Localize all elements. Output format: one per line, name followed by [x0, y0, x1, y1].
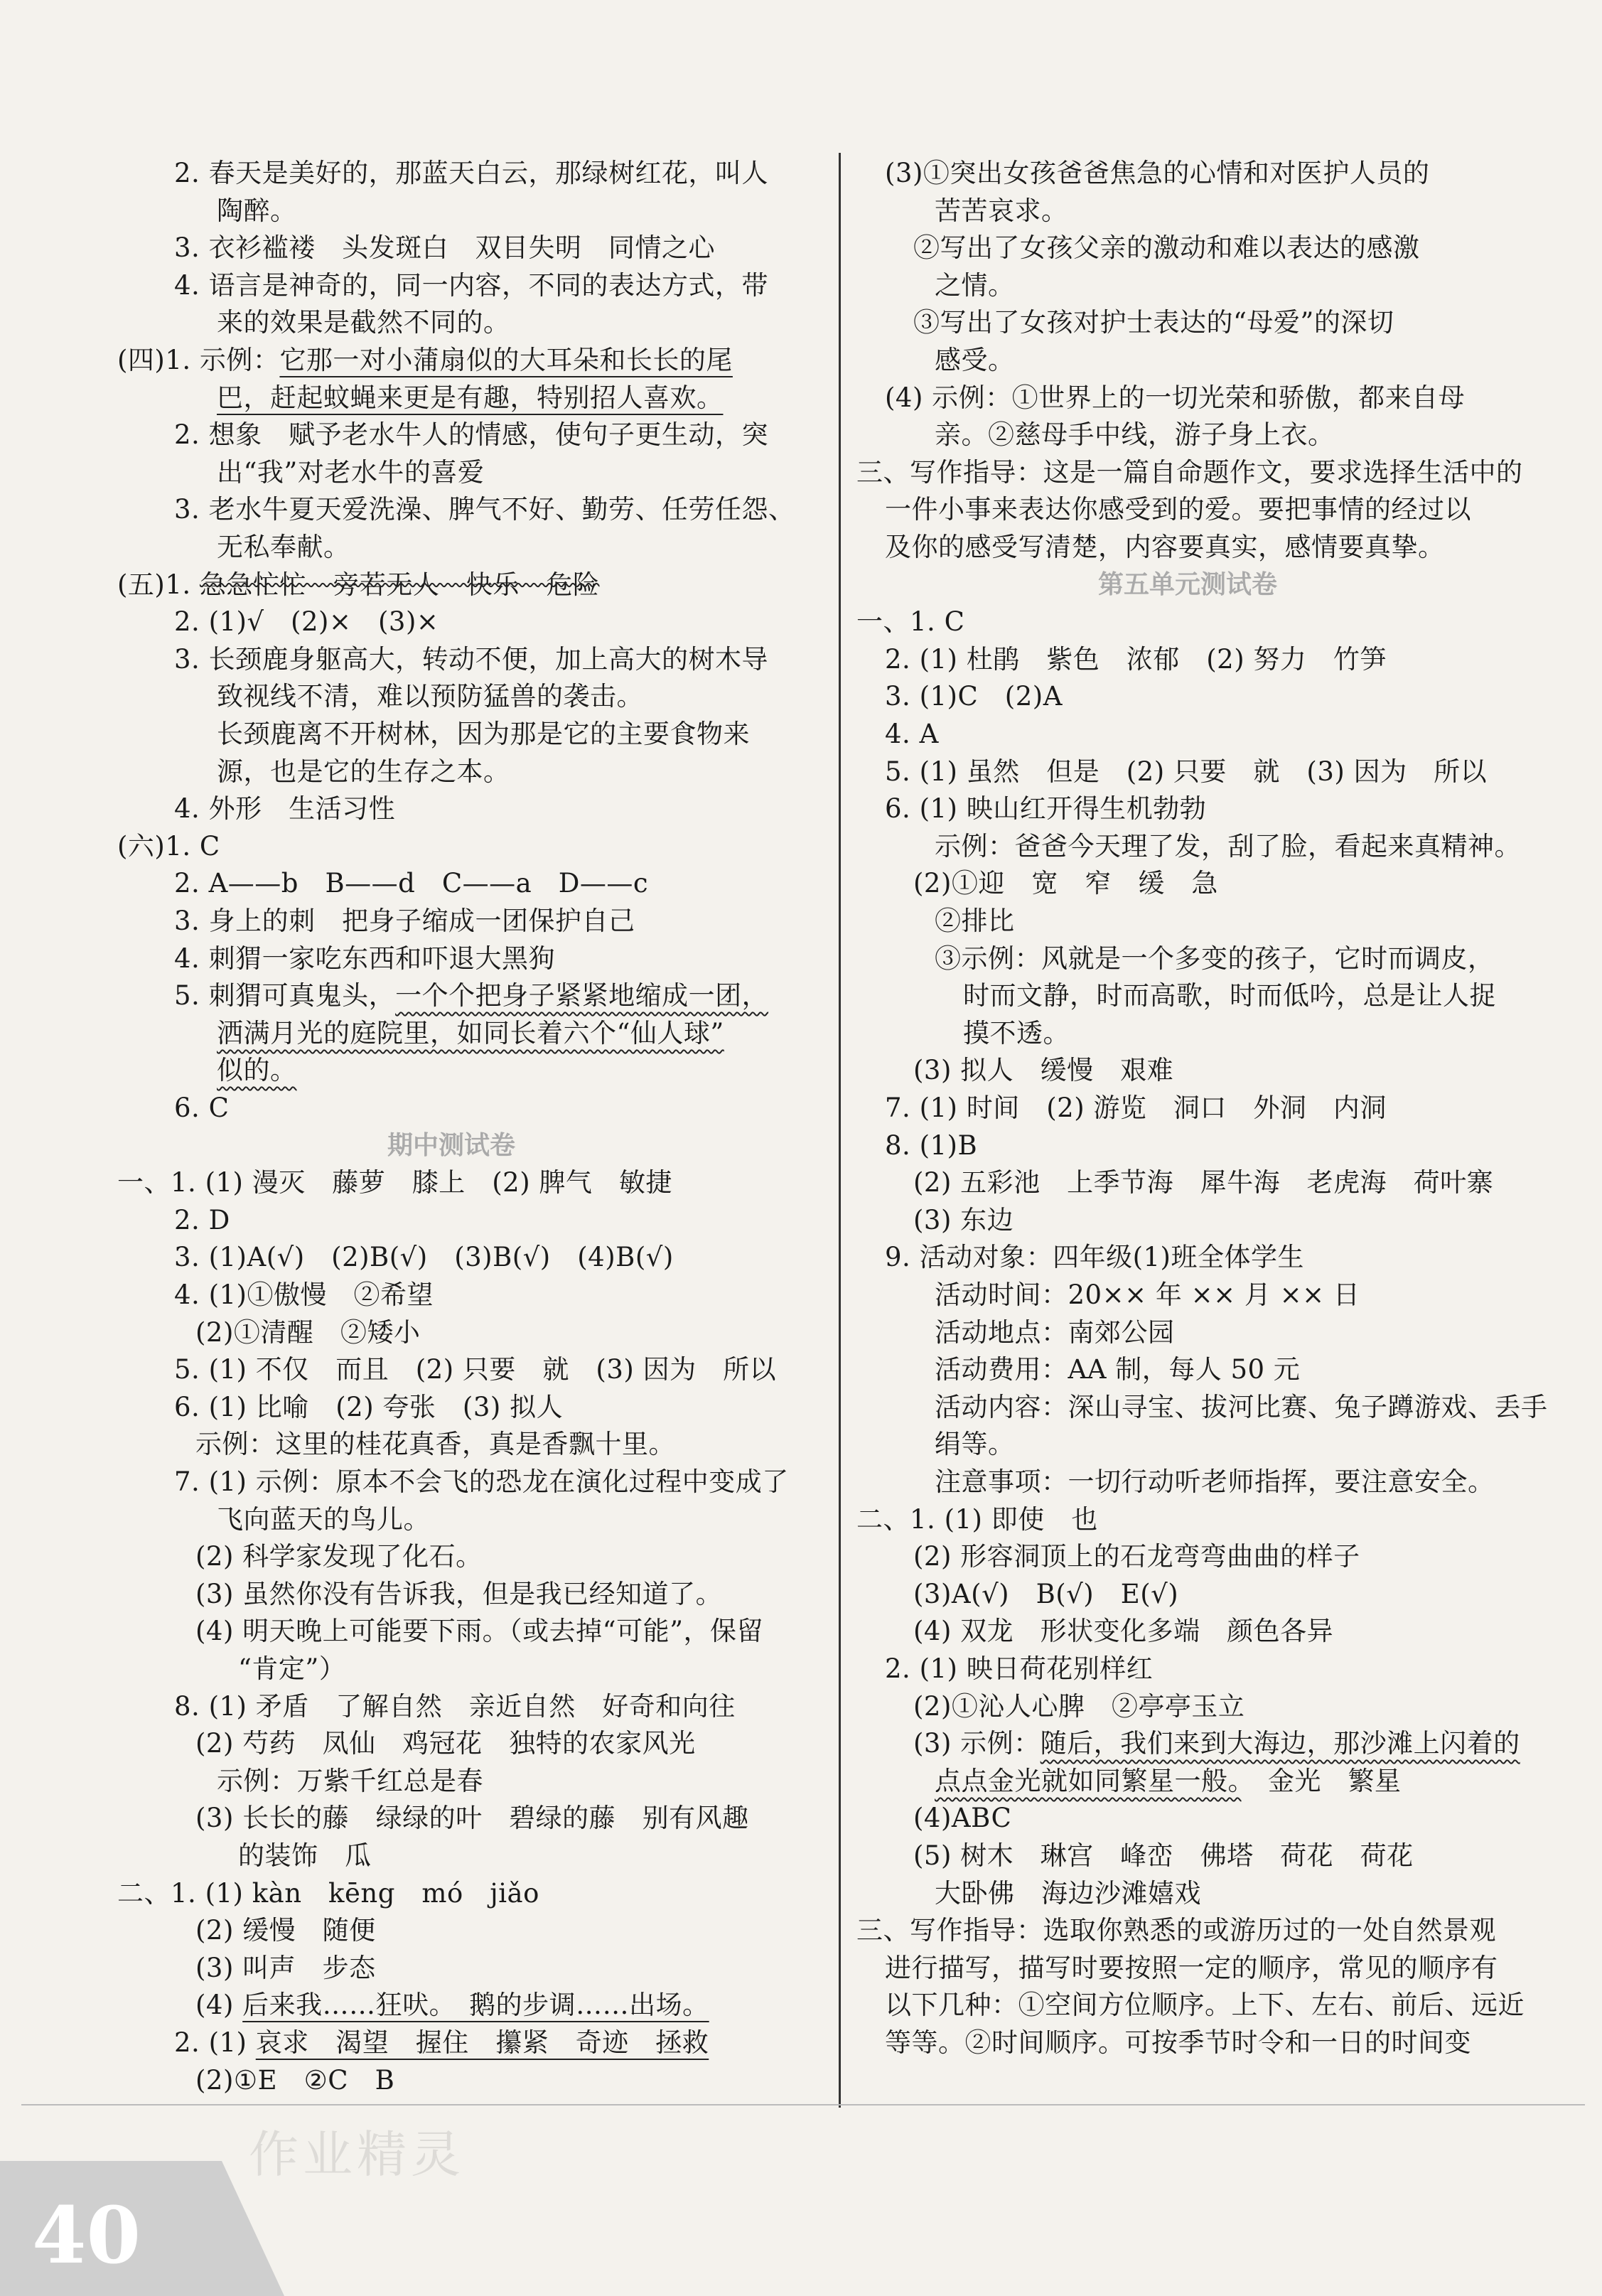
answer-text: 活动内容：深山寻宝、拔河比赛、兔子蹲游戏、丢手	[935, 1392, 1548, 1422]
answer-line	[885, 1651, 1153, 1688]
answer-text: 示例：万紫千红总是春	[217, 1766, 483, 1796]
answer-line	[963, 977, 1496, 1014]
answer-line	[217, 753, 510, 790]
answer-text: 的装饰 瓜	[238, 1840, 372, 1871]
answer-line	[935, 1763, 1402, 1800]
answer-text: 2. 春天是美好的，那蓝天白云，那绿树红花，叫人	[174, 158, 769, 188]
answer-line	[217, 380, 724, 417]
answer-text: 等等。②时间顺序。可按季节时令和一日的时间变	[885, 2027, 1471, 2058]
answer-line	[174, 1239, 674, 1276]
answer-text: 大卧佛 海边沙滩嬉戏	[935, 1878, 1201, 1909]
answer-line	[913, 1576, 1178, 1613]
answer-line	[913, 1688, 1244, 1725]
answer-line	[913, 1202, 1014, 1239]
answer-text: 三、写作指导：这是一篇自命题作文，要求选择生活中的	[856, 457, 1523, 488]
answer-line	[963, 1015, 1070, 1052]
answer-text: 来的效果是截然不同的。	[217, 307, 510, 338]
answer-line	[217, 1501, 430, 1538]
answer-line	[217, 716, 750, 753]
answer-text: (4)	[195, 1990, 243, 2020]
answer-line	[885, 155, 1429, 192]
answer-line	[238, 1651, 345, 1688]
answer-text: (2)①沁人心脾 ②亭亭玉立	[913, 1691, 1245, 1722]
answer-line	[856, 454, 1523, 491]
marked-answer-text: 点点金光就如同繁星一般。	[935, 1766, 1242, 1796]
answer-line	[885, 2024, 1471, 2061]
answer-text: 4. 外形 生活习性	[174, 793, 396, 824]
answer-line	[885, 790, 1206, 827]
answer-text: (5) 树木 琳宫 峰峦 佛塔 荷花 荷花	[913, 1840, 1414, 1871]
answer-text: 之情。	[935, 270, 1015, 301]
answer-line	[217, 529, 350, 566]
answer-text: 7. (1) 示例：原本不会飞的恐龙在演化过程中变成了	[174, 1466, 789, 1497]
answer-line	[174, 790, 395, 827]
answer-text: ③写出了女孩对护士表达的“母爱”的深切	[913, 307, 1394, 338]
answer-text: 2. 想象 赋予老水牛人的情感，使句子更生动，突	[174, 419, 769, 450]
answer-text: 进行描写，描写时要按照一定的顺序，常见的顺序有	[885, 1953, 1498, 1983]
answer-text: 活动费用：AA 制，每人 50 元	[935, 1354, 1301, 1385]
answer-line	[885, 753, 1487, 790]
answer-text: 以下几种：①空间方位顺序。上下、左右、前后、远近	[885, 1990, 1525, 2020]
answer-text: 3. 老水牛夏天爱洗澡、脾气不好、勤劳、任劳任怨、	[174, 494, 795, 525]
answer-text: 出“我”对老水牛的喜爱	[217, 457, 485, 488]
answer-line	[117, 567, 599, 603]
answer-text: (3) 虽然你没有告诉我，但是我已经知道了。	[195, 1579, 723, 1609]
answer-line	[856, 603, 964, 640]
answer-text: 一、1. C	[856, 606, 965, 637]
answer-text: 长颈鹿离不开树林，因为那是它的主要食物来	[217, 719, 750, 749]
answer-text: (2)①E ②C B	[195, 2065, 395, 2096]
answer-line	[195, 1576, 722, 1613]
answer-line	[935, 828, 1521, 865]
answer-text: (3) 长长的藤 绿绿的叶 碧绿的藤 别有风趣	[195, 1803, 749, 1833]
answer-line	[174, 1277, 434, 1314]
answer-line	[885, 529, 1445, 566]
answer-line	[174, 2024, 709, 2061]
answer-line	[174, 155, 768, 192]
answer-text: 致视线不清，难以预防猛兽的袭击。	[217, 681, 643, 712]
answer-text: 活动时间：20×× 年 ×× 月 ×× 日	[935, 1280, 1360, 1310]
answer-line	[195, 1538, 483, 1575]
answer-text: 2. D	[174, 1205, 230, 1235]
answer-line	[913, 1538, 1360, 1575]
answer-line	[913, 1052, 1173, 1089]
answer-text: 2. (1)√ (2)× (3)×	[174, 606, 439, 637]
answer-text: (2)①迎 宽 窄 缓 急	[913, 868, 1218, 898]
answer-line	[117, 1164, 672, 1201]
answer-text: ②排比	[935, 906, 1015, 936]
answer-line	[174, 603, 439, 640]
answer-text: “肯定”）	[238, 1653, 346, 1684]
answer-line	[117, 1875, 539, 1912]
answer-line	[195, 1426, 675, 1463]
answer-line	[174, 903, 635, 940]
marked-answer-text: 后来我……狂吠。 鹅的步调……出场。	[242, 1990, 709, 2020]
answer-text: (2) 形容洞顶上的石龙弯弯曲曲的样子	[913, 1541, 1360, 1572]
answer-line	[174, 230, 715, 267]
answer-line	[238, 1838, 372, 1874]
answer-text: 4. A	[885, 719, 939, 749]
answer-text: 5. (1) 不仅 而且 (2) 只要 就 (3) 因为 所以	[174, 1354, 777, 1385]
answer-text: (4)ABC	[913, 1803, 1012, 1833]
answer-text: 2. (1)	[174, 2027, 256, 2058]
answer-line	[174, 1389, 563, 1426]
answer-text: 3. 衣衫褴褛 头发斑白 双目失明 同情之心	[174, 232, 716, 263]
answer-text: 感受。	[935, 345, 1015, 375]
answer-line	[217, 304, 510, 341]
answer-text: 无私奉献。	[217, 532, 350, 562]
answer-line	[195, 1912, 376, 1949]
answer-line	[174, 491, 795, 528]
marked-answer-text: 似的。	[217, 1055, 297, 1085]
answer-text: 示例：爸爸今天理了发，刮了脸，看起来真精神。	[935, 831, 1521, 862]
answer-text: 一、1. (1) 漫灭 藤萝 膝上 (2) 脾气 敏捷	[117, 1167, 672, 1198]
answer-line	[913, 304, 1394, 341]
answer-line	[935, 1875, 1201, 1912]
answer-line	[174, 1464, 789, 1501]
answer-line	[217, 1052, 297, 1089]
answer-text: (六)1. C	[117, 831, 220, 862]
answer-line	[174, 267, 768, 304]
answer-text: 源，也是它的生存之本。	[217, 756, 510, 787]
answer-text: 3. 身上的刺 把身子缩成一团保护自己	[174, 906, 635, 936]
answer-text: 8. (1) 矛盾 了解自然 亲近自然 好奇和向往	[174, 1691, 736, 1722]
answer-line	[856, 1912, 1496, 1949]
answer-text: (四)1. 示例：	[117, 345, 280, 375]
answer-line	[117, 342, 733, 379]
answer-text: (2)①清醒 ②矮小	[195, 1317, 421, 1348]
answer-text: 苦苦哀求。	[935, 195, 1068, 226]
answer-text: 活动地点：南郊公园	[935, 1317, 1175, 1348]
answer-text: 飞向蓝天的鸟儿。	[217, 1504, 430, 1535]
answer-text-tail: 金光 繁星	[1241, 1766, 1402, 1796]
answer-text: 4. 语言是神奇的，同一内容，不同的表达方式，带	[174, 270, 769, 301]
answer-text: (2) 芍药 凤仙 鸡冠花 独特的农家风光	[195, 1728, 696, 1759]
answer-line	[913, 865, 1218, 902]
answer-line	[195, 1800, 749, 1837]
answer-text: 5. 刺猬可真鬼头，	[174, 980, 396, 1011]
answer-line	[856, 1501, 1098, 1538]
answer-text: (3)①突出女孩爸爸焦急的心情和对医护人员的	[885, 158, 1430, 188]
answer-text: 2. A——b B——d C——a D——c	[174, 868, 649, 898]
answer-line	[913, 1725, 1520, 1762]
answer-line	[174, 417, 768, 454]
marked-answer-text: 巴，赶起蚊蝇来更是有趣，特别招人喜欢。	[217, 382, 724, 413]
footer-rule	[21, 2104, 1585, 2105]
answer-line	[174, 1688, 736, 1725]
answer-line	[935, 1277, 1360, 1314]
answer-text: 6. C	[174, 1093, 230, 1123]
answer-line	[174, 940, 555, 977]
answer-line	[935, 1389, 1548, 1426]
answer-line	[885, 641, 1387, 678]
watermark: 作业精灵	[249, 2125, 465, 2184]
answer-text: 2. (1) 映日荷花别样红	[885, 1653, 1154, 1684]
answer-line	[174, 1202, 230, 1239]
answer-line	[195, 1314, 420, 1351]
answer-line	[885, 1127, 977, 1164]
answer-line	[935, 1351, 1300, 1388]
answer-line	[174, 977, 768, 1014]
answer-text: 二、1. (1) 即使 也	[856, 1504, 1098, 1535]
answer-line	[885, 1239, 1304, 1276]
answer-line	[195, 1987, 709, 2024]
answer-text: (2) 五彩池 上季节海 犀牛海 老虎海 荷叶寨	[913, 1167, 1494, 1198]
answer-line	[217, 1015, 724, 1052]
answer-text: 示例：这里的桂花真香，真是香飘十里。	[195, 1429, 675, 1459]
answer-line	[935, 1314, 1175, 1351]
answer-text: 三、写作指导：选取你熟悉的或游历过的一处自然景观	[856, 1915, 1496, 1946]
answer-line	[885, 380, 1465, 417]
answer-text: 4. (1)①傲慢 ②希望	[174, 1280, 434, 1310]
answer-line	[217, 193, 297, 230]
answer-text: (4) 示例：①世界上的一切光荣和骄傲，都来自母	[885, 382, 1466, 413]
answer-line	[195, 1950, 376, 1987]
answer-line	[935, 1464, 1495, 1501]
answer-line	[935, 903, 1015, 940]
answer-text: 9. 活动对象：四年级(1)班全体学生	[885, 1242, 1304, 1272]
answer-text: 二、1. (1) kàn kēng mó jiǎo	[117, 1878, 539, 1909]
answer-line	[195, 1725, 696, 1762]
answer-text: (3) 叫声 步态	[195, 1953, 376, 1983]
answer-line	[885, 678, 1063, 715]
section-title: 第五单元测试卷	[1098, 570, 1278, 599]
answer-line	[174, 865, 648, 902]
answer-text: (3)A(√) B(√) E(√)	[913, 1579, 1179, 1609]
answer-line	[195, 2062, 394, 2099]
answer-line	[935, 417, 1335, 454]
answer-text: 6. (1) 比喻 (2) 夸张 (3) 拟人	[174, 1392, 564, 1422]
answer-text: (3) 拟人 缓慢 艰难	[913, 1055, 1174, 1085]
answer-line	[913, 230, 1420, 267]
answer-line	[117, 828, 220, 865]
answer-line	[174, 1090, 229, 1127]
answer-text: (4) 双龙 形状变化多端 颜色各异	[913, 1616, 1334, 1646]
answer-text: (五)1.	[117, 569, 200, 600]
answer-line	[885, 1987, 1525, 2024]
answer-line	[885, 716, 939, 753]
answer-line	[885, 1950, 1498, 1987]
marked-answer-text: 洒满月光的庭院里，如同长着六个“仙人球”	[217, 1018, 724, 1048]
answer-line	[935, 267, 1015, 304]
answer-line	[913, 1838, 1414, 1874]
answer-text: 3. (1)A(√) (2)B(√) (3)B(√) (4)B(√)	[174, 1242, 674, 1272]
answer-text: 注意事项：一切行动听老师指挥，要注意安全。	[935, 1466, 1495, 1497]
answer-line	[174, 1351, 776, 1388]
answer-text: 5. (1) 虽然 但是 (2) 只要 就 (3) 因为 所以	[885, 756, 1488, 787]
answer-text: 一件小事来表达你感受到的爱。要把事情的经过以	[885, 494, 1471, 525]
marked-answer-text: 急急忙忙 旁若无人 快乐 危险	[199, 569, 600, 600]
answer-line	[885, 1090, 1387, 1127]
answer-text: 亲。②慈母手中线，游子身上衣。	[935, 419, 1335, 450]
answer-text: 4. 刺猬一家吃东西和吓退大黑狗	[174, 943, 556, 974]
answer-text: 3. (1)C (2)A	[885, 681, 1063, 712]
answer-line	[885, 491, 1471, 528]
answer-line	[913, 1164, 1493, 1201]
answer-text: 及你的感受写清楚，内容要真实，感情要真挚。	[885, 532, 1445, 562]
answer-text: 7. (1) 时间 (2) 游览 洞口 外洞 内洞	[885, 1093, 1387, 1123]
answer-line	[174, 641, 768, 678]
section-title: 期中测试卷	[387, 1131, 516, 1160]
marked-answer-text: 随后，我们来到大海边，那沙滩上闪着的	[1040, 1728, 1520, 1759]
answer-text: 6. (1) 映山红开得生机勃勃	[885, 793, 1207, 824]
answer-text: (2) 缓慢 随便	[195, 1915, 376, 1946]
answer-line	[935, 940, 1495, 977]
answer-line	[913, 1613, 1333, 1650]
answer-line	[217, 1763, 483, 1800]
answer-text: ②写出了女孩父亲的激动和难以表达的感激	[913, 232, 1420, 263]
answer-line	[935, 1426, 1015, 1463]
marked-answer-text: 它那一对小蒲扇似的大耳朵和长长的尾	[279, 345, 733, 375]
answer-line	[913, 1800, 1011, 1837]
answer-text: 绢等。	[935, 1429, 1015, 1459]
marked-answer-text: 一个个把身子紧紧地缩成一团，	[395, 980, 769, 1011]
answer-text: 陶醉。	[217, 195, 297, 226]
answer-text: (2) 科学家发现了化石。	[195, 1541, 483, 1572]
answer-text: (4) 明天晚上可能要下雨。（或去掉“可能”，保留	[195, 1616, 764, 1646]
answer-text: (3) 示例：	[913, 1728, 1041, 1759]
marked-answer-text: 哀求 渴望 握住 攥紧 奇迹 拯救	[255, 2027, 709, 2058]
answer-line	[935, 193, 1068, 230]
answer-text: 3. 长颈鹿身躯高大，转动不便，加上高大的树木导	[174, 644, 769, 675]
answer-text: 2. (1) 杜鹃 紫色 浓郁 (2) 努力 竹笋	[885, 644, 1387, 675]
answer-text: ③示例：风就是一个多变的孩子，它时而调皮，	[935, 943, 1495, 974]
answer-text: (3) 东边	[913, 1205, 1014, 1235]
answer-text: 摸不透。	[963, 1018, 1070, 1048]
page-number: 40	[32, 2189, 141, 2281]
answer-line	[195, 1613, 763, 1650]
answer-line	[935, 342, 1015, 379]
answer-text: 时而文静，时而高歌，时而低吟，总是让人捉	[963, 980, 1496, 1011]
column-divider	[839, 153, 841, 2108]
answer-line	[217, 454, 484, 491]
answer-line	[217, 678, 643, 715]
answer-text: 8. (1)B	[885, 1130, 978, 1161]
